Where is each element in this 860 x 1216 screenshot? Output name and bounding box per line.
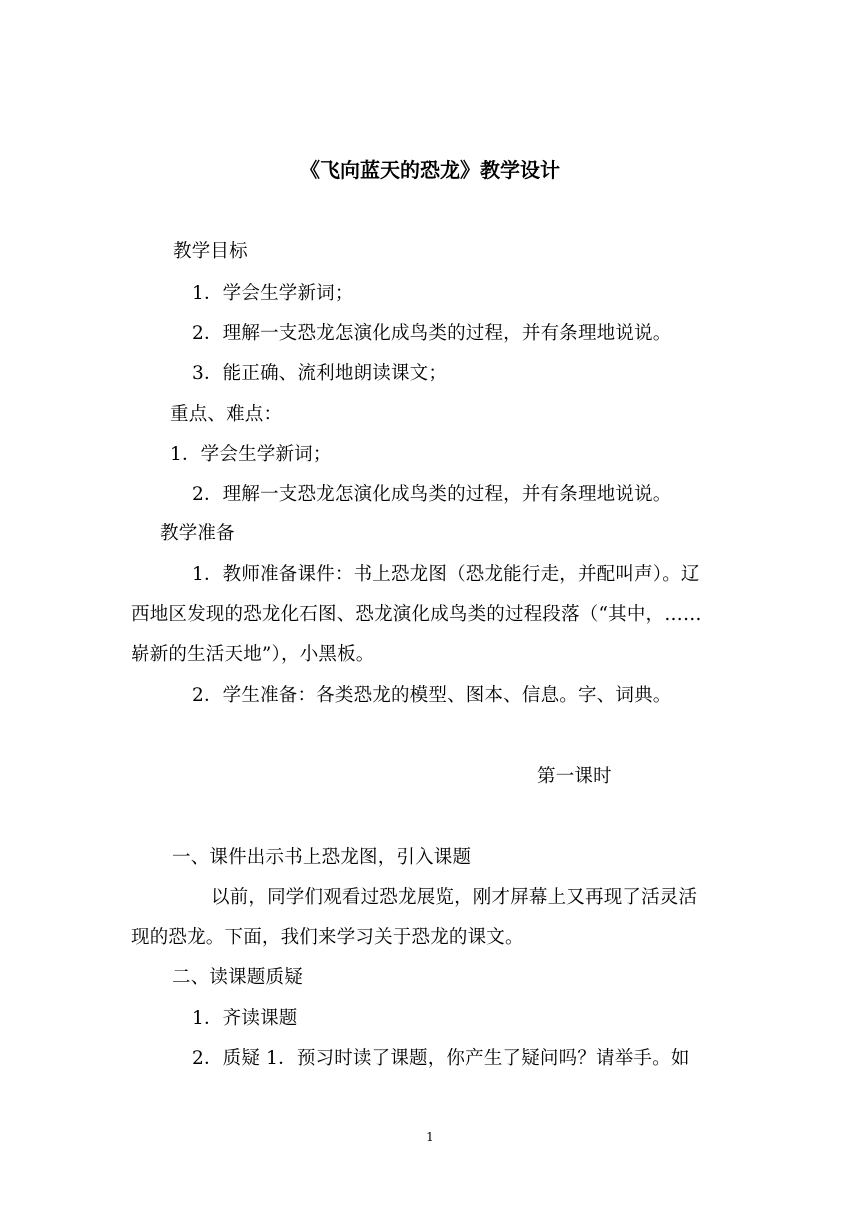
section-heading-teaching-goals: 教学目标 <box>173 241 248 262</box>
goal-item-3: 3．能正确、流利地朗读课文； <box>192 363 448 384</box>
introduction-paragraph-line-2: 现的恐龙。下面，我们来学习关于恐龙的课文。 <box>131 927 524 948</box>
preparation-teacher-line-1: 1．教师准备课件：书上恐龙图（恐龙能行走，并配叫声）。辽 <box>192 564 700 585</box>
section-heading-key-points: 重点、难点： <box>170 404 283 425</box>
page-number: 1 <box>426 1130 434 1144</box>
preparation-student-line: 2．学生准备：各类恐龙的模型、图本、信息。字、词典。 <box>192 685 672 706</box>
goal-item-2: 2．理解一支恐龙怎演化成鸟类的过程，并有条理地说说。 <box>192 323 672 344</box>
goal-item-1: 1．学会生学新词； <box>192 283 354 304</box>
preparation-teacher-line-2: 西地区发现的恐龙化石图、恐龙演化成鸟类的过程段落（“其中，…… <box>131 604 702 625</box>
introduction-paragraph-line-1: 以前，同学们观看过恐龙展览，刚才屏幕上又再现了活灵活 <box>211 887 698 908</box>
questioning-item-1: 1．齐读课题 <box>192 1008 298 1029</box>
key-point-item-2: 2．理解一支恐龙怎演化成鸟类的过程，并有条理地说说。 <box>192 484 672 505</box>
section-heading-questioning: 二、读课题质疑 <box>172 967 303 988</box>
preparation-teacher-line-3: 崭新的生活天地”），小黑板。 <box>131 644 375 665</box>
questioning-item-2: 2．质疑 1．预习时读了课题，你产生了疑问吗？请举手。如 <box>192 1048 690 1069</box>
section-heading-preparation: 教学准备 <box>160 523 235 544</box>
key-point-item-1: 1．学会生学新词； <box>170 444 332 465</box>
lesson-heading-first: 第一课时 <box>537 766 612 787</box>
section-heading-introduction: 一、课件出示书上恐龙图，引入课题 <box>172 847 472 868</box>
document-title: 《飞向蓝天的恐龙》教学设计 <box>300 158 560 182</box>
